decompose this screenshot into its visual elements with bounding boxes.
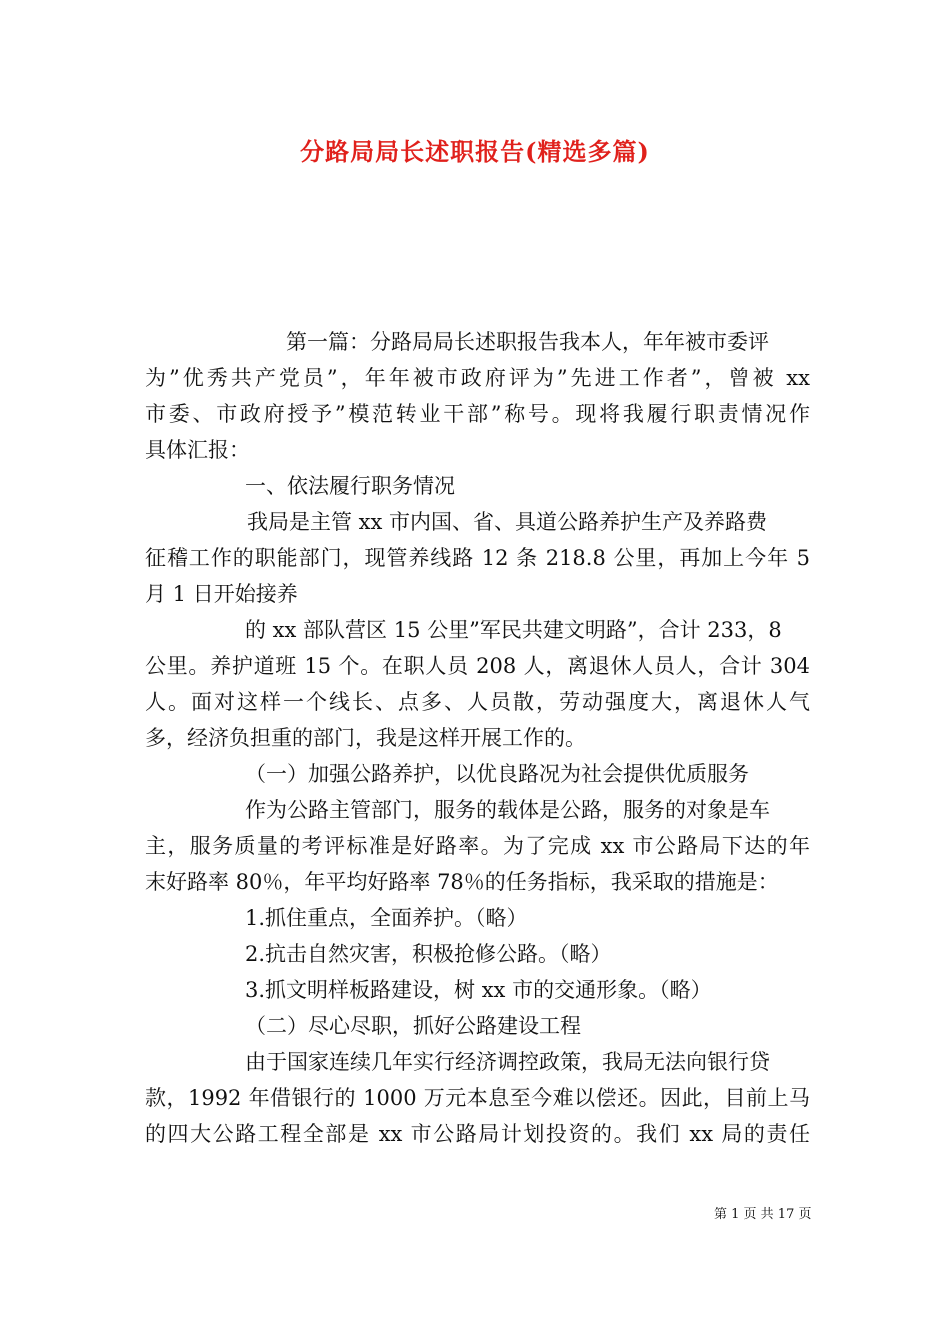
body-line: 具体汇报： xyxy=(145,438,250,462)
body-line: 作为公路主管部门，服务的载体是公路，服务的对象是车 xyxy=(245,798,770,822)
body-line: 公里。养护道班 15 个。在职人员 208 人，离退休人员人，合计 304 xyxy=(145,654,810,678)
body-line: 第一篇：分路局局长述职报告我本人，年年被市委评 xyxy=(286,330,769,354)
section-heading: 一、依法履行职务情况 xyxy=(245,474,455,498)
list-item: 1.抓住重点，全面养护。（略） xyxy=(245,906,528,930)
body-line: 由于国家连续几年实行经济调控政策，我局无法向银行贷 xyxy=(245,1050,770,1074)
subsection-heading: （一）加强公路养护，以优良路况为社会提供优质服务 xyxy=(245,762,749,786)
list-item: 3.抓文明样板路建设，树 xx 市的交通形象。（略） xyxy=(245,978,712,1002)
body-line: 市委、市政府授予”模范转业干部”称号。现将我履行职责情况作 xyxy=(145,402,810,426)
subsection-heading: （二）尽心尽职，抓好公路建设工程 xyxy=(245,1014,581,1038)
body-line: 我局是主管 xx 市内国、省、具道公路养护生产及养路费 xyxy=(247,510,768,534)
page-number: 第 1 页 共 17 页 xyxy=(714,1207,812,1222)
list-item: 2.抗击自然灾害，积极抢修公路。（略） xyxy=(245,942,612,966)
body-line: 征稽工作的职能部门，现管养线路 12 条 218.8 公里，再加上今年 5 xyxy=(145,546,810,570)
body-line: 人。面对这样一个线长、点多、人员散，劳动强度大，离退休人气 xyxy=(145,690,810,714)
body-line: 多，经济负担重的部门，我是这样开展工作的。 xyxy=(145,726,586,750)
body-line: 款，1992 年借银行的 1000 万元本息至今难以偿还。因此，目前上马 xyxy=(145,1086,810,1110)
body-line: 末好路率 80％，年平均好路率 78％的任务指标，我采取的措施是： xyxy=(145,870,779,894)
body-line: 月 1 日开始接养 xyxy=(145,582,298,606)
body-line: 主，服务质量的考评标准是好路率。为了完成 xx 市公路局下达的年 xyxy=(145,834,810,858)
document-title: 分路局局长述职报告(精选多篇) xyxy=(300,137,650,166)
body-line: 的 xx 部队营区 15 公里”军民共建文明路”，合计 233，8 xyxy=(245,618,782,642)
body-line: 的四大公路工程全部是 xx 市公路局计划投资的。我们 xx 局的责任 xyxy=(145,1122,810,1146)
body-line: 为”优秀共产党员”，年年被市政府评为”先进工作者”，曾被 xx xyxy=(145,366,810,390)
